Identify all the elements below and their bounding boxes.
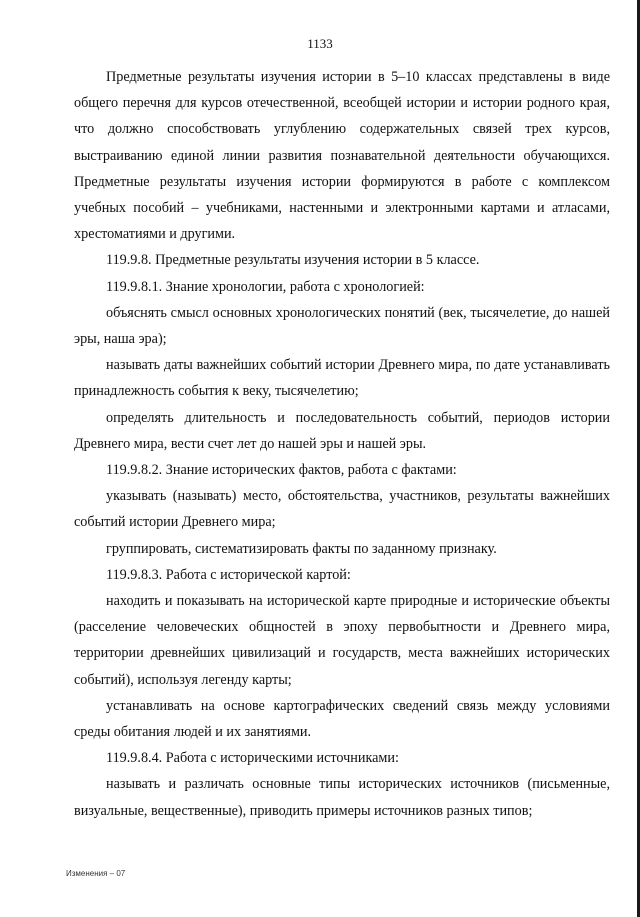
list-item: объяснять смысл основных хронологических понятий (век, тысячелетие, до нашей эры, наша эра); — [74, 304, 610, 348]
list-item: определять длительность и последовательность событий, периодов истории Древнего мира, вести счет лет до нашей эры и нашей эры. — [74, 409, 610, 452]
page-number: 1133 — [307, 36, 333, 51]
list-item: называть и различать основные типы исторических источников (письменные, визуальные, вещественные), приводить примеры источников разных типов; — [74, 776, 610, 819]
list-item: указывать (называть) место, обстоятельства, участников, результаты важнейших событий истории Древнего мира; — [74, 488, 610, 531]
list-item: устанавливать на основе картографических сведений связь между условиями среды обитания людей и их занятиями. — [74, 697, 610, 741]
subsection-heading-119-9-8-1: 119.9.8.1. Знание хронологии, работа с хронологией: — [106, 278, 425, 295]
paragraph-intro: Предметные результаты изучения истории в 5–10 классах представлены в виде общего перечня для курсов отечественной, всеобщей истории и истории родного края, что должно способствовать углублению содержательных связей трех курсов, выстраиванию единой линии развития познавательной деятельности обучающихся. Предметные результаты изучения истории формируются в работе с комплексом учебных пособий – учебниками, настенными и электронными картами и атласами, хрестоматиями и другими. — [74, 69, 610, 243]
document-body — [74, 64, 610, 824]
section-heading-119-9-8: 119.9.8. Предметные результаты изучения истории в 5 классе. — [106, 252, 480, 269]
subsection-heading-119-9-8-3: 119.9.8.3. Работа с исторической картой: — [106, 566, 351, 583]
list-item: называть даты важнейших событий истории Древнего мира, по дате устанавливать принадлежность события к веку, тысячелетию; — [74, 357, 610, 400]
subsection-heading-119-9-8-2: 119.9.8.2. Знание исторических фактов, работа с фактами: — [106, 462, 457, 479]
revision-footer: Изменения – 07 — [66, 869, 126, 878]
list-item: группировать, систематизировать факты по заданному признаку. — [106, 540, 497, 557]
subsection-heading-119-9-8-4: 119.9.8.4. Работа с историческими источниками: — [106, 750, 399, 767]
list-item: находить и показывать на исторической карте природные и исторические объекты (расселение человеческих общностей в эпоху первобытности и Древнего мира, территории древнейших цивилизаций и государств, места важнейших исторических событий), используя легенду карты; — [74, 593, 610, 688]
